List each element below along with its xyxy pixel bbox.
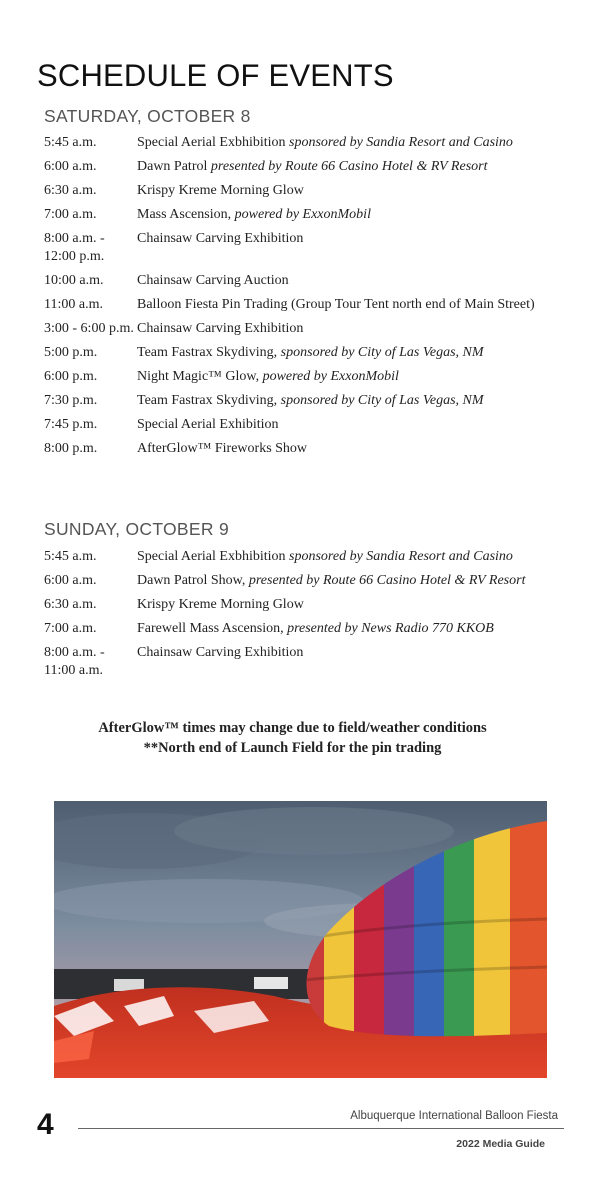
event-sponsor: powered by ExxonMobil <box>262 369 399 384</box>
event-name: Dawn Patrol <box>137 159 211 174</box>
event-time: 8:00 a.m. - 12:00 p.m. <box>44 231 105 264</box>
schedule-row <box>44 644 574 680</box>
footer-divider <box>78 1128 564 1129</box>
event-description <box>137 134 574 152</box>
event-name: Team Fastrax Skydiving, <box>137 345 281 360</box>
event-name: AfterGlow™ Fireworks Show <box>137 441 308 456</box>
event-description <box>137 182 574 200</box>
event-description <box>137 440 574 458</box>
event-name: Special Aerial Exbhibition <box>137 135 290 150</box>
schedule-row <box>44 620 574 638</box>
schedule-row <box>44 320 574 338</box>
event-name: Special Aerial Exbhibition <box>137 549 290 564</box>
sunday-heading: SUNDAY, OCTOBER 9 <box>44 519 230 539</box>
afterglow-note: AfterGlow™ times may change due to field/weather conditions <box>98 720 487 736</box>
event-time: 7:45 p.m. <box>44 417 98 432</box>
event-time: 5:45 a.m. <box>44 549 97 564</box>
event-time: 6:30 a.m. <box>44 597 97 612</box>
event-description <box>137 230 574 266</box>
event-sponsor: presented by Route 66 Casino Hotel & RV Resort <box>248 573 526 588</box>
schedule-row <box>44 572 574 590</box>
schedule-row <box>44 230 574 266</box>
event-sponsor: sponsored by Sandia Resort and Casino <box>289 135 513 150</box>
saturday-schedule <box>44 134 574 464</box>
event-time: 10:00 a.m. <box>44 273 104 288</box>
schedule-row <box>44 416 574 434</box>
event-description <box>137 644 574 680</box>
event-description <box>137 368 574 386</box>
event-description <box>137 548 574 566</box>
schedule-row <box>44 158 574 176</box>
schedule-row <box>44 206 574 224</box>
page-title: SCHEDULE OF EVENTS <box>37 57 394 94</box>
event-time: 7:00 a.m. <box>44 621 97 636</box>
event-description <box>137 572 574 590</box>
schedule-row <box>44 548 574 566</box>
event-time: 6:00 a.m. <box>44 159 97 174</box>
event-time: 6:30 a.m. <box>44 183 97 198</box>
event-time: 6:00 p.m. <box>44 369 98 384</box>
event-description <box>137 620 574 638</box>
event-sponsor: sponsored by City of Las Vegas, NM <box>280 393 484 408</box>
event-name: Chainsaw Carving Exhibition <box>137 645 304 660</box>
event-time: 8:00 p.m. <box>44 441 98 456</box>
event-time: 7:00 a.m. <box>44 207 97 222</box>
event-description <box>137 392 574 410</box>
schedule-row <box>44 368 574 386</box>
page-number: 4 <box>37 1108 54 1141</box>
event-name: Chainsaw Carving Exhibition <box>137 321 304 336</box>
event-description <box>137 206 574 224</box>
event-time: 11:00 a.m. <box>44 297 103 312</box>
schedule-row <box>44 392 574 410</box>
event-time: 6:00 a.m. <box>44 573 97 588</box>
event-name: Team Fastrax Skydiving, <box>137 393 281 408</box>
event-sponsor: presented by News Radio 770 KKOB <box>287 621 494 636</box>
schedule-row <box>44 344 574 362</box>
event-sponsor: sponsored by City of Las Vegas, NM <box>280 345 484 360</box>
event-time: 5:45 a.m. <box>44 135 97 150</box>
event-description <box>137 158 574 176</box>
event-time: 8:00 a.m. - 11:00 a.m. <box>44 645 105 678</box>
pin-trading-note: **North end of Launch Field for the pin trading <box>143 740 442 756</box>
event-name: Dawn Patrol Show, <box>137 573 249 588</box>
schedule-row <box>44 182 574 200</box>
event-time: 3:00 - 6:00 p.m. <box>44 321 134 336</box>
event-description <box>137 596 574 614</box>
event-description <box>137 320 574 338</box>
guide-title: 2022 Media Guide <box>456 1138 545 1150</box>
event-description <box>137 272 574 290</box>
event-description <box>137 296 574 314</box>
sunday-schedule <box>44 548 574 686</box>
publication-title: Albuquerque International Balloon Fiesta <box>350 1110 558 1122</box>
event-name: Krispy Kreme Morning Glow <box>137 597 304 612</box>
event-sponsor: sponsored by Sandia Resort and Casino <box>289 549 513 564</box>
event-name: Farewell Mass Ascension, <box>137 621 288 636</box>
event-description <box>137 344 574 362</box>
event-name: Mass Ascension, <box>137 207 235 222</box>
saturday-heading: SATURDAY, OCTOBER 8 <box>44 106 251 126</box>
event-sponsor: presented by Route 66 Casino Hotel & RV Resort <box>210 159 488 174</box>
event-name: Chainsaw Carving Exhibition <box>137 231 304 246</box>
schedule-row <box>44 596 574 614</box>
balloon-photo <box>54 801 547 1078</box>
event-time: 5:00 p.m. <box>44 345 98 360</box>
schedule-row <box>44 296 574 314</box>
event-description <box>137 416 574 434</box>
event-name: Chainsaw Carving Auction <box>137 273 289 288</box>
event-name: Special Aerial Exhibition <box>137 417 279 432</box>
schedule-row <box>44 272 574 290</box>
schedule-row <box>44 134 574 152</box>
event-time: 7:30 p.m. <box>44 393 98 408</box>
event-name: Balloon Fiesta Pin Trading (Group Tour Tent north end of Main Street) <box>137 297 535 312</box>
event-name: Night Magic™ Glow, <box>137 369 263 384</box>
event-sponsor: powered by ExxonMobil <box>234 207 371 222</box>
event-name: Krispy Kreme Morning Glow <box>137 183 304 198</box>
schedule-row <box>44 440 574 458</box>
